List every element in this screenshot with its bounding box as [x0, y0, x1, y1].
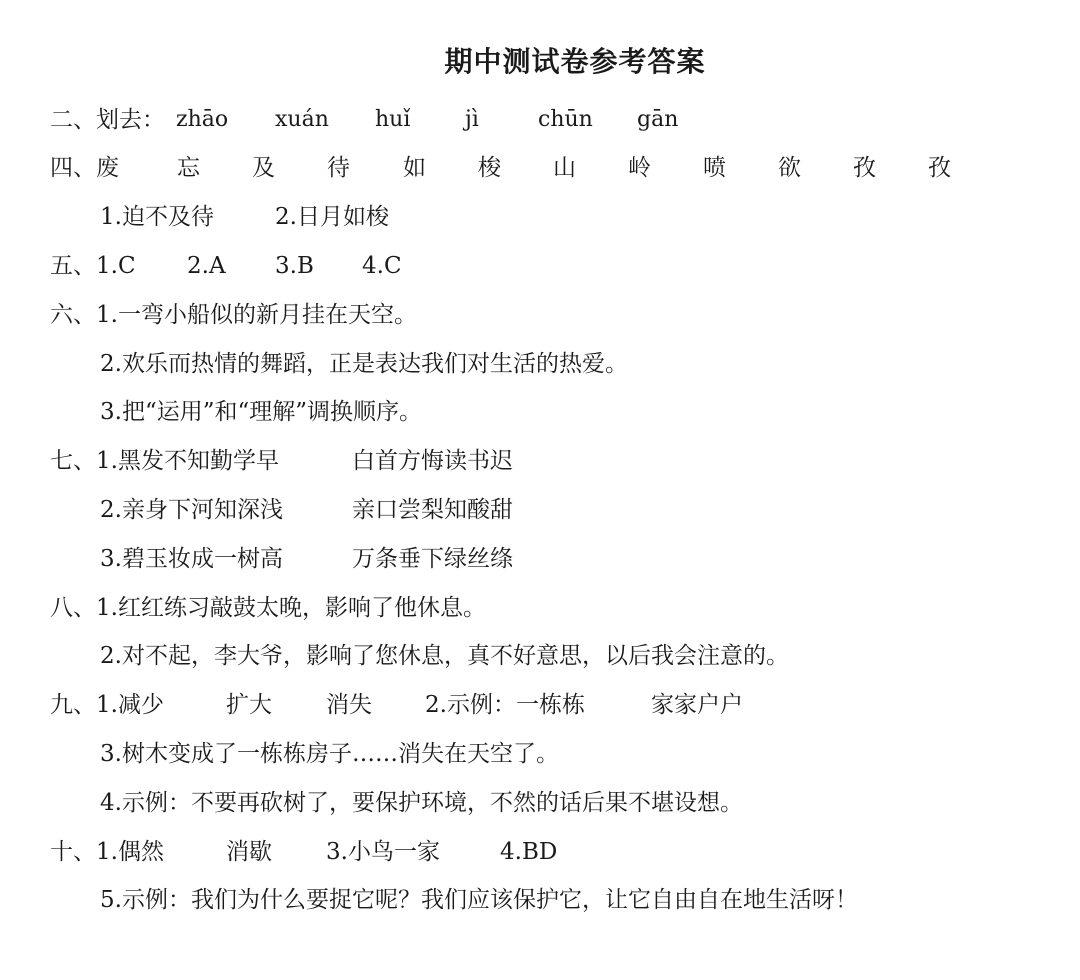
char-item: 山: [553, 155, 576, 181]
answer-text: 六、1.一弯小船似的新月挂在天空。: [50, 302, 417, 328]
answer-text: 3.树木变成了一栋栋房子……消失在天空了。: [100, 741, 559, 767]
answer-text: 家家户户: [651, 692, 743, 718]
char-item: 岭: [628, 155, 651, 181]
answer-text: 3.把“运用”和“理解”调换顺序。: [100, 399, 422, 425]
answer-text: 亲口尝梨知酸甜: [352, 497, 513, 523]
answer-text: 3.小鸟一家: [326, 839, 440, 865]
answer-text: 消歇: [226, 839, 272, 865]
char-item: 孜: [928, 155, 951, 181]
char-item: 待: [327, 155, 350, 181]
answer-text: 4.C: [362, 253, 402, 279]
answer-text: 4.BD: [500, 839, 558, 865]
answer-text: 八、1.红红练习敲鼓太晚，影响了他休息。: [50, 595, 486, 621]
answer-text: 1.迫不及待: [100, 204, 214, 230]
char-item: 及: [252, 155, 275, 181]
char-item: 如: [403, 155, 426, 181]
answer-text: 3.碧玉妆成一树高: [100, 546, 283, 572]
answer-text: 2.示例：一栋栋: [425, 692, 585, 718]
section-2-label: 二、划去：: [50, 107, 165, 133]
answer-text: 3.B: [275, 253, 314, 279]
char-item: 喷: [703, 155, 726, 181]
char-item: 孜: [853, 155, 876, 181]
answer-text: 七、1.黑发不知勤学早: [50, 448, 279, 474]
answer-text: 九、1.减少: [50, 692, 164, 718]
answer-text: 4.示例：不要再砍树了，要保护环境，不然的话后果不堪设想。: [100, 790, 743, 816]
pinyin-item: xuán: [275, 107, 329, 132]
section-4-label: 四、废: [50, 155, 119, 181]
pinyin-item: jì: [465, 107, 479, 132]
answer-text: 2.A: [187, 253, 226, 279]
pinyin-item: huǐ: [375, 107, 411, 132]
answer-text: 2.对不起，李大爷，影响了您休息，真不好意思，以后我会注意的。: [100, 643, 789, 669]
answer-text: 5.示例：我们为什么要捉它呢？我们应该保护它，让它自由自在地生活呀！: [100, 887, 858, 913]
pinyin-item: chūn: [538, 107, 593, 132]
char-item: 欲: [778, 155, 801, 181]
answer-text: 2.亲身下河知深浅: [100, 497, 283, 523]
pinyin-item: gān: [637, 107, 679, 132]
answer-text: 消失: [326, 692, 372, 718]
answer-text: 白首方悔读书迟: [352, 448, 513, 474]
answer-text: 十、1.偶然: [50, 839, 164, 865]
answer-text: 扩大: [226, 692, 272, 718]
section-5-label: 五、1.C: [50, 253, 136, 279]
answer-text: 2.日月如梭: [275, 204, 389, 230]
char-item: 梭: [478, 155, 501, 181]
char-item: 忘: [177, 155, 200, 181]
page-title: 期中测试卷参考答案: [444, 45, 706, 78]
answer-text: 万条垂下绿丝绦: [352, 546, 513, 572]
pinyin-item: zhāo: [176, 107, 229, 132]
answer-text: 2.欢乐而热情的舞蹈，正是表达我们对生活的热爱。: [100, 351, 628, 377]
